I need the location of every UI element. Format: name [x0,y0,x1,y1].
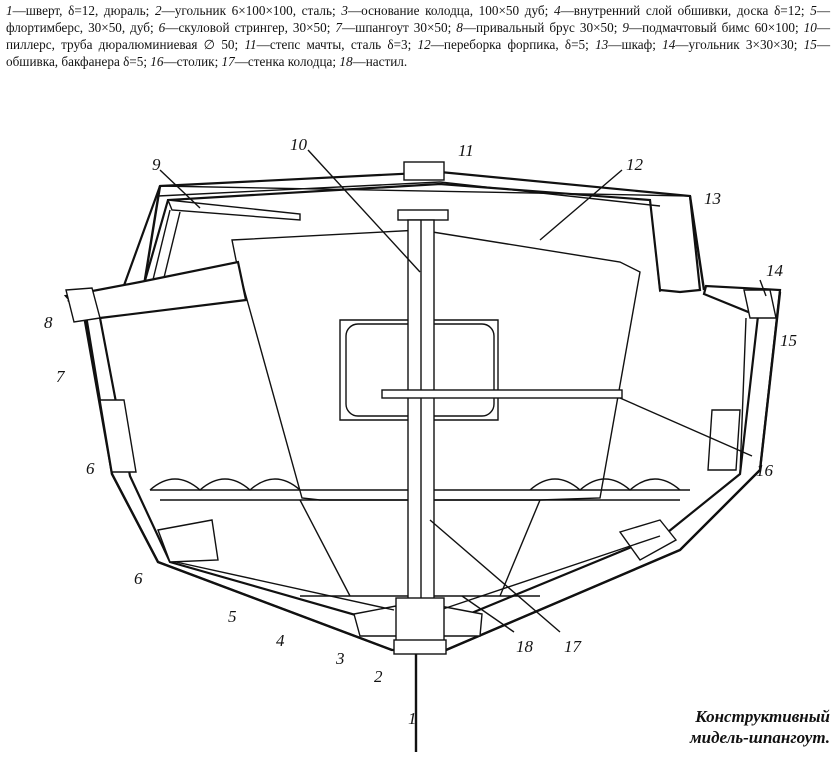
callout-1: 1 [408,709,417,728]
legend-number: 8 [456,20,463,35]
callout-13: 13 [704,189,721,208]
legend-number: 17 [221,54,235,69]
legend-text: —подмачтовый бимс 60×100; [628,20,799,35]
callout-14: 14 [766,261,783,280]
legend-number: 13 [595,37,609,52]
legend-text: —угольник 3×30×30; [675,37,798,52]
callout-11: 11 [458,141,474,160]
legend-text: —внутренний слой обшивки, доска δ=12; [560,3,805,18]
legend-number: 12 [417,37,431,52]
legend-text: —привальный брус 30×50; [462,20,618,35]
legend-text: —шкаф; [608,37,656,52]
callout-3: 3 [336,649,345,668]
callout-12: 12 [626,155,643,174]
legend-number: 7 [335,20,342,35]
legend-number: 3 [341,3,348,18]
figure-caption [634,706,830,748]
legend-text: —угольник 6×100×100, сталь; [161,3,336,18]
forepeak-bulkhead [232,230,640,500]
callout-6b: 6 [134,569,143,588]
callout-2: 2 [374,667,383,686]
legend-number: 4 [553,3,561,18]
callout-5: 5 [228,607,237,626]
legend-number: 2 [155,3,162,18]
legend-text: —настил. [352,54,408,69]
legend-number: 15 [803,37,817,52]
legend-text: —столик; [163,54,219,69]
legend-number: 16 [150,54,164,69]
legend-number: 11 [244,37,257,52]
callout-6a: 6 [86,459,95,478]
legend-number: 6 [158,20,166,35]
legend-text: —основание колодца, 100×50 дуб; [347,3,549,18]
callout-17: 17 [564,637,581,656]
legend-text: —обшивка, бакфанера δ=5; [6,37,831,69]
legend-text: —переборка форпика, δ=5; [430,37,589,52]
callout-16: 16 [756,461,773,480]
callout-8: 8 [44,313,53,332]
caption-line-1: Конструктивный [695,707,830,726]
legend-text: —флортимберс, 30×50, дуб; [6,3,831,35]
legend-text: —стенка колодца; [234,54,337,69]
callout-10: 10 [290,135,307,154]
legend-text: —шверт, δ=12, дюраль; [12,3,150,18]
caption-line-2: мидель-шпангоут. [689,728,830,747]
legend-text: —шпангоут 30×50; [341,20,452,35]
legend-number: 14 [662,37,676,52]
legend-text: —скуловой стрингер, 30×50; [165,20,331,35]
legend-number: 9 [622,20,629,35]
callout-4: 4 [276,631,285,650]
callout-18: 18 [516,637,533,656]
legend-number: 10 [803,20,817,35]
legend-number: 1 [6,3,13,18]
legend-text: —пиллерс, труба дюралюминиевая ∅ 50; [6,20,830,52]
legend-number: 5 [810,3,817,18]
table [382,390,622,398]
callout-7: 7 [56,367,65,386]
legend-number: 18 [339,54,353,69]
callout-9: 9 [152,155,161,174]
legend-text: —степс мачты, сталь δ=3; [256,37,412,52]
callout-15: 15 [780,331,797,350]
